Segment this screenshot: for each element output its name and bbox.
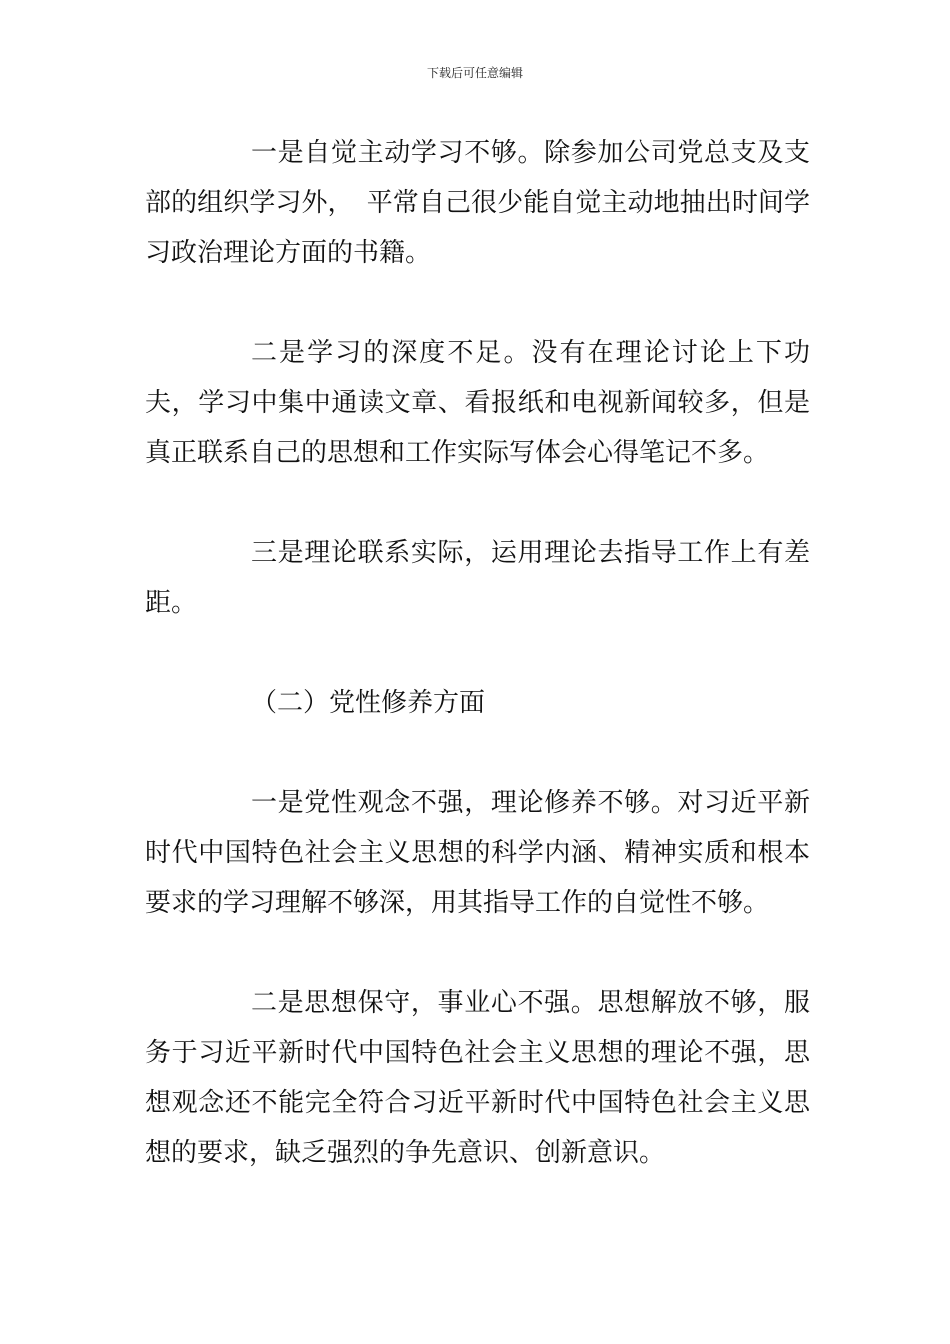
paragraph-theory-practice: 三是理论联系实际，运用理论去指导工作上有差距。	[145, 538, 810, 618]
paragraph-conservative-thinking: 二是思想保守，事业心不强。思想解放不够，服务于习近平新时代中国特色社会主义思想的理论不强，思想观念还不能完全符合习近平新时代中国特色社会主义思想的要求，缺乏强烈的争先意识、创新意识。	[145, 988, 810, 1168]
paragraph-study-depth: 二是学习的深度不足。没有在理论讨论上下功夫，学习中集中通读文章、看报纸和电视新闻较多，但是真正联系自己的思想和工作实际写体会心得笔记不多。	[145, 338, 810, 468]
section-heading-party-cultivation: （二）党性修养方面	[251, 688, 486, 718]
page-header: 下载后可任意编辑	[426, 66, 523, 80]
paragraph-study-initiative: 一是自觉主动学习不够。除参加公司党总支及支部的组织学习外， 平常自己很少能自觉主动地抽出时间学习政治理论方面的书籍。	[145, 138, 810, 268]
document-body	[145, 128, 810, 1178]
paragraph-party-awareness: 一是党性观念不强，理论修养不够。对习近平新时代中国特色社会主义思想的科学内涵、精神实质和根本要求的学习理解不够深，用其指导工作的自觉性不够。	[145, 788, 810, 918]
